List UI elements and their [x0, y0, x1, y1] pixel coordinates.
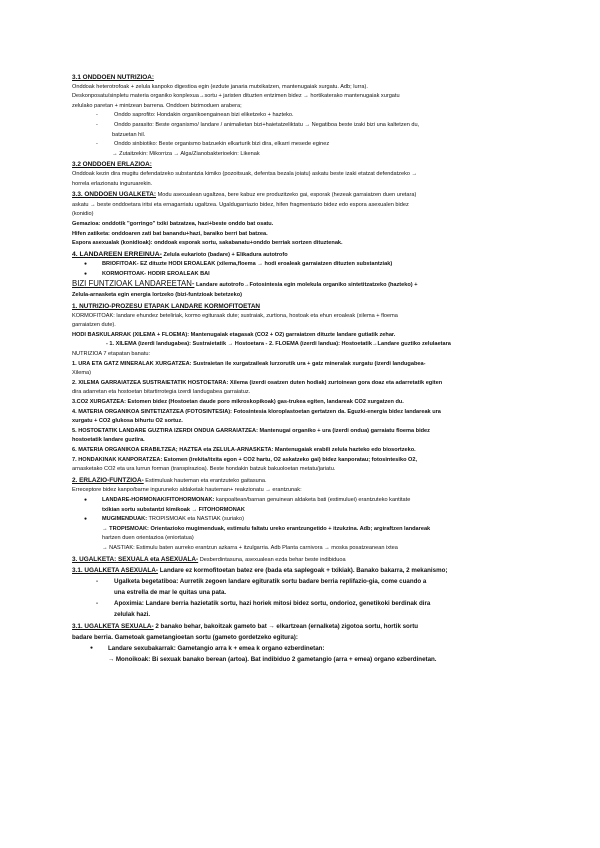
list-item-continuation: una estrella de mar le quitas una pata.	[114, 589, 227, 597]
stage-item: 7. HONDAKINAK KANPORATZEA: Estomen (irekita/itxita egon + CO2 hartu, O2 askatzeko gai) bidez kanporatau; fotosintesiko O2,	[72, 456, 418, 463]
stage-item: 3.CO2 XURGATZEA: Estomen bidez (Hostoetan daude poro mikroskopikoak) gas-trukea egiten, landareak CO2 xurgatzen du.	[72, 399, 404, 405]
paragraph-with-heading	[72, 250, 542, 261]
paragraph: (konidio)	[72, 211, 94, 218]
bullet-item: ● Landare sexubakarrak: Gametangio arra k + emea k organo ezberdinetan:	[90, 643, 542, 654]
section-heading-plant-functions: BIZI FUNTZIOAK LANDAREETAN-	[72, 279, 195, 289]
stage-item: 2. XILEMA GARRAIATZEA SUSTRAIETATIK HOSTOETARA: Xilema (izerdi osatzen duten hodiak) zurtoinean gora doaz eta adarretatik egiten	[72, 379, 443, 386]
bullet-label: MUGIMENDUAK:	[102, 516, 148, 523]
paragraph-with-heading	[72, 621, 542, 632]
list-item-continuation: → Zutaitzekin: Mikorriza → Alga/Zianobakterioekin: Likenak	[112, 150, 260, 157]
paragraph: Erreceptore bidez kanpo/barne inguruneko aldaketak hauteman+ reakzionatu → erantzunak:	[72, 487, 302, 494]
bullet-text: kanpoaltean/barnan genuinean aldaketa bati (estimuluei) erantzuteko kantitate	[214, 496, 411, 503]
stage-item-continuation: arnasketako CO2 eta ura lurrun forman (transpirazioa). Beste hondakin batzuk bakuoloetan metatu/jariatu.	[72, 466, 336, 473]
paragraph: horrela erlazionatu inguruarekin.	[72, 180, 153, 187]
paragraph-with-heading	[72, 190, 542, 201]
bullet-text: TROPISMOAK eta NASTIAK (suriako)	[147, 516, 244, 523]
paragraph-text: Modu asexualean ugaltzea, bere kabuz ere produzitzeko gai, esporak (hezeak garraiatzen duen uretara)	[157, 192, 417, 199]
paragraph: KORMOFITOAK: landare ehundez beteliriak, kormo egituraak dute; sustraiak, zurtiona, hostoak eta ehun eroaleak (xilema + floema	[72, 312, 398, 319]
stage-item-continuation: xurgatu + CO2 glukosa bihurtu O2 sortuz.	[72, 418, 183, 425]
paragraph-text: Landare ez kormofitoetan batez ere (bada eta saplegoak + txikiak). Banako bakarra, 2 mekanismo;	[158, 567, 448, 575]
stage-item: 6. MATERIA ORGANIKOA ERABILTZEA; HAZTEA eta ZELULA-ARNASKETA: Mantenugaiak erabili zelula hazteko edo biosortzeko.	[72, 446, 416, 453]
section-heading-sexual: 3.1. UGALKETA SEXUALA-	[72, 623, 154, 631]
stage-item: 5. HOSTOETATIK LANDARE GUZTIRA IZERDI ONDUA GARRAIATZEA: Mantenugai organiko + ura (izerdi ondua) garraiatu floema bidez	[72, 427, 430, 434]
paragraph-with-heading	[72, 279, 542, 291]
list-item: - Onddo sinbiotiko: Beste organismo batzuekin elkarturik bizi dira, elkarri mesede eginez	[96, 140, 542, 150]
stage-item-continuation: hostoetatik landare guztira.	[72, 437, 145, 444]
bullet-item	[84, 496, 542, 506]
bullet-label: LANDARE-HORMONAK/FITOHORMONAK:	[102, 496, 215, 503]
paragraph: garraiatzen dute).	[72, 322, 116, 329]
stage-item: 1. URA ETA GATZ MINERALAK XURGATZEA: Sustraietan ile xurgatzaileak lurzorutik ura + gatz mineralak xurgatu (izerdi landugabea-	[72, 360, 426, 367]
bullet-item: ● BRIOFITOAK- EZ dituzte HODI EROALEAK (xilema,floema → hodi eroaleak garraiatzen dituzten substantziak)	[84, 260, 542, 270]
section-heading-asexual: 3.1. UGALKETA ASEXUALA-	[72, 567, 159, 575]
bullet-item: ● KORMOFITOAK- HODIR EROALEAK BAI	[84, 270, 542, 280]
paragraph-with-heading	[72, 565, 542, 576]
stage-item-continuation: Xilema)	[72, 370, 91, 377]
section-heading-fungi-reproduction: 3.3. ONDDOEN UGALKETA:	[72, 191, 157, 199]
section-heading-relation-function: 2. ERLAZIO-FUNTZIOA-	[72, 476, 144, 484]
paragraph: askatu → beste onddoetara iritsi eta ernagarriatu ugaltzea. Ugaldugarriazio bidez, hifen fragmentazio bidez edo espora asexualen bidez	[72, 201, 409, 208]
list-item: - Apoximia: Landare berria hazietatik sortu, hazi horiek mitosi bidez sortu, ondorioz, genetikoki berdinak dira	[96, 598, 542, 609]
stage-item-continuation: dira adarretan eta hostoetan bitartirrotegia izerdi landugabea garraiatuz.	[72, 389, 251, 396]
stage-item: 4. MATERIA ORGANIKOA SINTETIZATZEA (FOTOSINTESIA): Fotosintesia kloroplastoetan gertatzen da. Eguzki-energia bidez landareak ura	[72, 408, 441, 415]
paragraph: Deskonposatu/sinpletu materia organiko konplexua→sortu + jaristen dituzten entzimen bidez → hortikaterako mantenugaiak xurgatu	[72, 93, 400, 100]
paragraph: HODI BASKULARRAK (XILEMA + FLOEMA): Mantenugaiak etagasak (CO2 + O2) garraiatzen dituzte landare gutiatik zehar.	[72, 331, 396, 338]
paragraph: Onddoak heterotrofoak + zelula kanpoko digestioa egin (ezdute janaria mutxikatzen, mantenugaiak xurgatu. Adb; lurra).	[72, 83, 368, 90]
paragraph-text: 2 banako behar, bakoitzak gameto bat → elkartzean (ernalketa) zigotoa sortu, hortik sortu	[153, 623, 419, 631]
paragraph: Gemazioa: onddotik "gorringo" txiki batzatzea, hazi+beste onddo bat osatu.	[72, 220, 274, 227]
paragraph-with-heading	[72, 476, 542, 487]
bullet-continuation: → NASTIAK: Estimulu baten aurreko erantzun azkarra + itzulgarria. Adb Planta carnivora → moska posatzeanean ixtea	[102, 544, 398, 551]
paragraph: zelulako paretan + mintzean barrena. Onddoen bizimoduen arabera;	[72, 102, 242, 109]
list-item-continuation: batzuetan hil.	[112, 131, 146, 138]
paragraph: Espora asexualak (konidioak): onddoak esporak sortu, sakabanatu+onddo berriak sortzen dituztenak.	[72, 240, 343, 247]
bullet-continuation: hartzen duen orientazioa (eniortatua)	[102, 535, 194, 542]
section-heading-fungi-relation: 3.2 ONDDOEN ERLAZIOA:	[72, 161, 152, 169]
paragraph: Zelula-arnasketa egin energia lortzeko (bizi-funtzioak betetzeko)	[72, 292, 243, 299]
list-item-continuation: zelulak hazi.	[114, 611, 151, 619]
paragraph-text: Landare autotrofo→Fotosintesia egin molekula organiko sintetitzatzeko (hazteko) +	[194, 282, 418, 289]
paragraph: badare berria. Gametoak gametangioetan sortu (gameto gordetzeko egitura):	[72, 634, 298, 642]
paragraph: Onddoak kezin dira mugitu defendatzeko substantzia kimiko (pozoitsuak, defentsa bezala joiatu) askatu beste izaki etatzat defendatzeko →	[72, 170, 418, 177]
paragraph: NUTRIZIOA 7 etapatan banatu:	[72, 351, 151, 358]
section-heading-plant-kingdom: 4. LANDAREEN ERREINUA-	[72, 250, 162, 258]
paragraph: - 1. XILEMA (izerdi landugabea): Sustraietatik → Hostoetara - 2. FLOEMA (izerdi landua): Hostoetatik→Landare guztiko zelulaetara	[106, 341, 451, 348]
section-heading-fungi-nutrition: 3.1 ONDDOEN NUTRIZIOA:	[72, 74, 155, 81]
paragraph-text: Estimuluak hauteman eta erantzuteko gaitasuna.	[143, 477, 267, 484]
bullet-continuation: txikian sortu substantzi kimikoak → FITOHORMONAK	[102, 506, 245, 513]
list-item: - Onddo parasito: Beste organismo/ landare / animalietan bizi+haietatzeliktatu → Negatiboa beste izaki bizi una kaltetzen du,	[96, 121, 542, 131]
bullet-continuation: → Monoikoak: Bi sexuak banako berean (artoa). Bat indibiduo 2 gametangio (arra + emea) organo ezberdinetan.	[108, 656, 437, 664]
list-item: - Onddo saprofito: Hondakin organikoengainean bizi eliketzeko + hazteko.	[96, 111, 542, 121]
section-heading-reproduction: 3. UGALKETA: SEXUALA eta ASEXUALA-	[72, 555, 199, 563]
bullet-item	[84, 515, 542, 525]
paragraph-text: Zelula eukarioto (badare) + Elikadura autotrofo	[161, 251, 288, 258]
paragraph: Hifen zatiketa: onddoaren zati bat banandu+hazi, baraiko berri bat batzea.	[72, 230, 268, 237]
paragraph-with-heading	[72, 555, 542, 566]
bullet-continuation: → TROPISMOAK: Orientazioko mugimenduak, estimulu faltatu ureko erantzungetido + itzukzina. Adb; argiraftzen landareak	[102, 525, 431, 532]
paragraph-text: Desberdintasuna, asexualean ezda behar beste indibiduoa	[198, 556, 346, 563]
list-item: - Ugalketa begetatiboa: Aurretik zegoen landare egituratik sortu badare berria replifazio-gia, come cuando a	[96, 576, 542, 587]
section-heading-nutrition-stages: 1. NUTRIZIO-PROZESU ETAPAK LANDARE KORMOFITOETAN	[72, 303, 261, 311]
